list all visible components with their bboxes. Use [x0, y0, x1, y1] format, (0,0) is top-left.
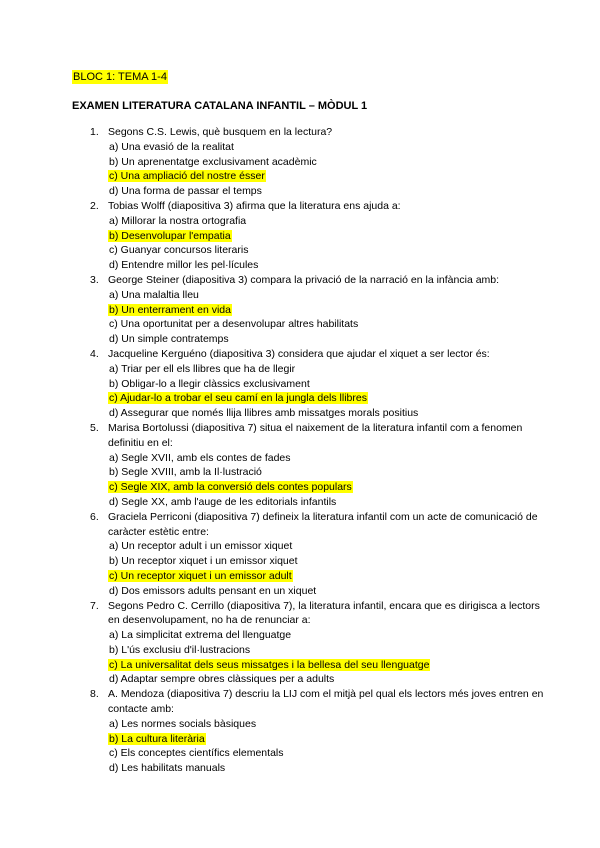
answer-option: [108, 155, 550, 170]
question-number: 1.: [90, 126, 99, 138]
answer-option-text: d) Les habilitats manuals: [109, 762, 226, 775]
answer-option: [108, 258, 550, 273]
answer-option-text: c) La universalitat dels seus missatges i la bellesa del seu llenguatge: [109, 658, 430, 671]
answer-option-text: a) Les normes socials bàsiques: [109, 717, 257, 730]
answer-option-text: b) Un aprenentatge exclusivament acadèmic: [109, 155, 317, 168]
answer-option-text: a) Segle XVII, amb els contes de fades: [109, 451, 291, 464]
answer-option-correct: [108, 480, 550, 495]
question-text: A. Mendoza (diapositiva 7) descriu la LIJ com el mitjà pel qual els lectors més joves entren en contacte amb:: [108, 688, 544, 716]
answer-option-text: a) Millorar la nostra ortografia: [109, 214, 247, 227]
answer-option-correct: [108, 732, 550, 747]
answer-option-text: d) Una forma de passar el temps: [109, 185, 262, 198]
answer-option: [108, 288, 550, 303]
question-item: [90, 273, 550, 347]
question-text: Graciela Perriconi (diapositiva 7) defineix la literatura infantil com un acte de comunicació de caràcter estètic entre:: [108, 510, 538, 538]
answer-option: [108, 717, 550, 732]
answer-option-text: b) Un receptor xiquet i un emissor xiquet: [109, 555, 298, 568]
answer-option: [108, 243, 550, 258]
answer-option-text: c) Segle XIX, amb la conversió dels contes populars: [109, 481, 352, 494]
question-text: Jacqueline Kerguéno (diapositiva 3) considera que ajudar el xiquet a ser lector és:: [108, 347, 490, 360]
answer-option: [108, 317, 550, 332]
answer-option-text: a) Una evasió de la realitat: [109, 140, 234, 153]
answer-option: [108, 214, 550, 229]
answer-option-correct: [108, 658, 550, 673]
answer-option-correct: [108, 569, 550, 584]
question-number: 8.: [90, 688, 99, 701]
answer-option: [108, 761, 550, 776]
question-item: [90, 347, 550, 421]
answer-option-text: c) Els conceptes científics elementals: [109, 747, 284, 760]
answer-option-correct: [108, 229, 550, 244]
question-item: [90, 125, 550, 199]
answer-option: [108, 628, 550, 643]
answer-option-text: d) Assegurar que només llija llibres amb missatges morals positius: [109, 407, 419, 420]
answer-option: [108, 465, 550, 480]
question-text: Segons Pedro C. Cerrillo (diapositiva 7), la literatura infantil, encara que es dirigisca a lectors en desenvolupament, no ha de renunciar a:: [108, 599, 540, 627]
answer-option: [108, 539, 550, 554]
answer-option: [108, 332, 550, 347]
answer-option-text: b) Segle XVIII, amb la Il·lustració: [109, 466, 262, 479]
answer-option-correct: [108, 169, 550, 184]
answer-option-text: c) Ajudar-lo a trobar el seu camí en la jungla dels llibres: [109, 392, 367, 405]
question-number: 5.: [90, 421, 99, 434]
question-text: Segons C.S. Lewis, què busquem en la lectura?: [108, 126, 333, 138]
answer-option-text: d) Un simple contratemps: [109, 333, 229, 346]
answer-option-text: b) Desenvolupar l'empatia: [109, 229, 231, 242]
bloc-heading: BLOC 1: TEMA 1-4: [73, 71, 167, 83]
question-item: [90, 687, 550, 776]
exam-title: EXAMEN LITERATURA CATALANA INFANTIL – MÒDUL 1: [72, 100, 368, 112]
answer-option-text: d) Segle XX, amb l'auge de les editorials infantils: [109, 495, 337, 508]
answer-option: [108, 362, 550, 377]
answer-option-text: a) Triar per ell els llibres que ha de llegir: [109, 362, 296, 375]
question-number: 2.: [90, 199, 99, 212]
answer-option-text: d) Adaptar sempre obres clàssiques per a adults: [109, 673, 335, 686]
answer-option: [108, 406, 550, 421]
answer-option: [108, 554, 550, 569]
question-number: 7.: [90, 599, 99, 612]
question-number: 6.: [90, 510, 99, 523]
question-text: George Steiner (diapositiva 3) compara la privació de la narració en la infància amb:: [108, 273, 500, 286]
answer-option-text: b) L'ús exclusiu d'il·lustracions: [109, 643, 251, 656]
answer-option: [108, 184, 550, 199]
answer-option: [108, 643, 550, 658]
answer-option-text: d) Dos emissors adults pensant en un xiquet: [109, 584, 317, 597]
answer-option: [108, 746, 550, 761]
answer-option-text: b) La cultura literària: [109, 732, 205, 745]
answer-option: [108, 451, 550, 466]
question-item: [90, 199, 550, 273]
answer-option-text: c) Una ampliació del nostre ésser: [109, 170, 265, 183]
question-item: [90, 599, 550, 688]
answer-option-text: b) Un enterrament en vida: [109, 303, 231, 316]
question-text: Marisa Bortolussi (diapositiva 7) situa el naixement de la literatura infantil com a fenomen definitiu en el:: [108, 421, 523, 449]
question-number: 4.: [90, 347, 99, 360]
question-text: Tobias Wolff (diapositiva 3) afirma que la literatura ens ajuda a:: [108, 199, 401, 212]
answer-option-text: b) Obligar-lo a llegir clàssics exclusivament: [109, 377, 310, 390]
question-item: [90, 510, 550, 599]
question-list: [90, 125, 550, 776]
question-number: 3.: [90, 273, 99, 286]
answer-option-text: c) Un receptor xiquet i un emissor adult: [109, 569, 292, 582]
answer-option: [108, 672, 550, 687]
answer-option: [108, 584, 550, 599]
answer-option-correct: [108, 303, 550, 318]
answer-option: [108, 140, 550, 155]
answer-option-text: c) Guanyar concursos literaris: [109, 244, 249, 257]
answer-option: [108, 495, 550, 510]
answer-option-text: a) Una malaltia lleu: [109, 288, 199, 301]
answer-option-correct: [108, 391, 550, 406]
answer-option: [108, 377, 550, 392]
question-item: [90, 421, 550, 510]
answer-option-text: a) La simplicitat extrema del llenguatge: [109, 629, 292, 642]
answer-option-text: d) Entendre millor les pel·lícules: [109, 259, 259, 272]
answer-option-text: c) Una oportunitat per a desenvolupar altres habilitats: [109, 318, 359, 331]
answer-option-text: a) Un receptor adult i un emissor xiquet: [109, 540, 293, 553]
